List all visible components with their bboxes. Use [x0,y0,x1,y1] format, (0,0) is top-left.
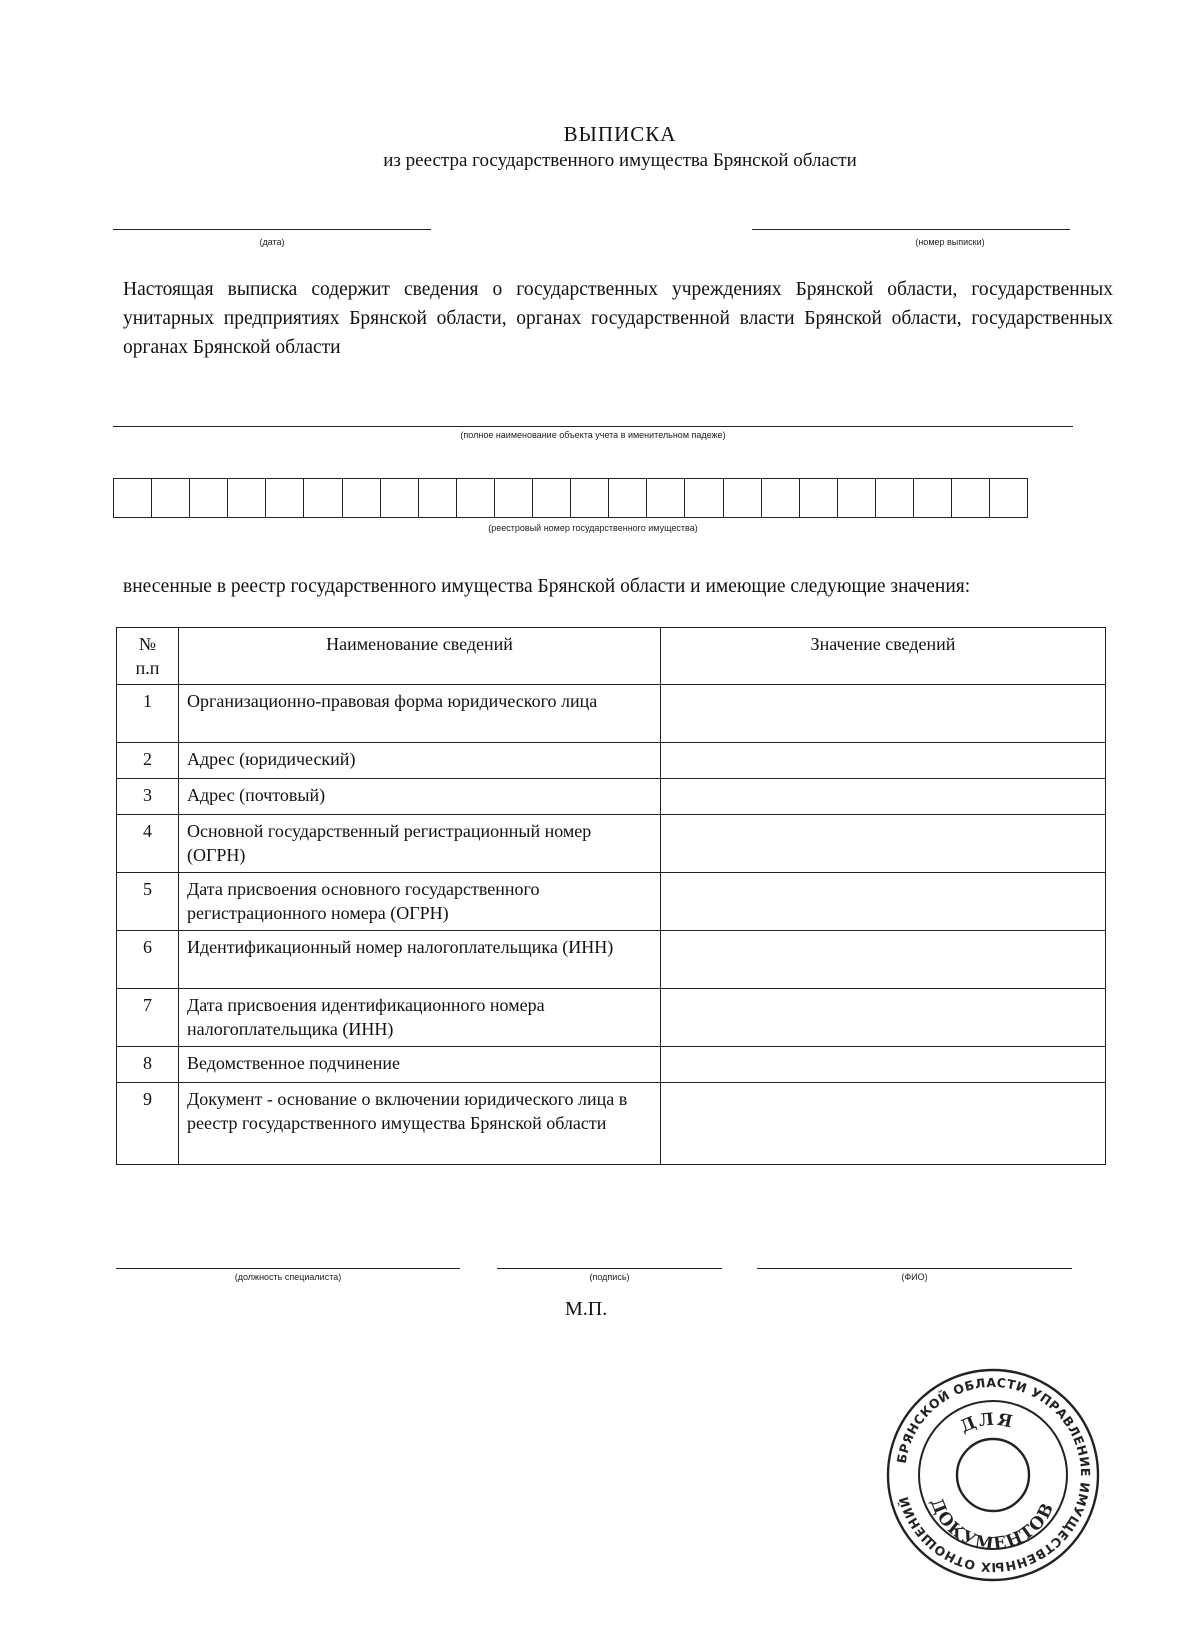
registry-cell [381,478,419,518]
object-name-caption: (полное наименование объекта учета в именительном падеже) [460,430,726,440]
lead-paragraph: внесенные в реестр государственного имущества Брянской области и имеющие следующие значения: [123,576,971,597]
row-num: 3 [117,779,179,815]
position-line [116,1268,460,1269]
registry-cell [800,478,838,518]
registry-cell [990,478,1028,518]
official-stamp [883,1365,1103,1585]
registry-cell [304,478,342,518]
number-caption: (номер выписки) [915,237,985,247]
row-value [661,931,1106,989]
row-value [661,779,1106,815]
row-name: Организационно-правовая форма юридического лица [179,685,661,743]
header-num: № п.п [117,628,179,685]
registry-cell [724,478,762,518]
table-row [117,779,1106,815]
registry-cell [914,478,952,518]
registry-cell [609,478,647,518]
table-row [117,873,1106,931]
row-name: Адрес (юридический) [179,743,661,779]
row-value [661,685,1106,743]
table-row [117,743,1106,779]
registry-cell [876,478,914,518]
row-name: Основной государственный регистрационный номер (ОГРН) [179,815,661,873]
svg-text:БРЯНСКОЙ ОБЛАСТИ УПРАВЛЕНИЕ ИМ: БРЯНСКОЙ ОБЛАСТИ УПРАВЛЕНИЕ ИМУЩЕСТВЕННЫХ ОТНОШЕНИЙ [893,1374,1094,1576]
row-value [661,743,1106,779]
registry-cell [343,478,381,518]
document-subtitle: из реестра государственного имущества Брянской области [383,150,857,171]
registry-cell [495,478,533,518]
row-value [661,873,1106,931]
registry-cell [419,478,457,518]
info-table [116,627,1106,1165]
row-value [661,1047,1106,1083]
registry-cell [190,478,228,518]
table-row [117,989,1106,1047]
date-line [113,229,431,230]
row-num: 4 [117,815,179,873]
fio-line [757,1268,1072,1269]
object-name-line [113,426,1073,427]
signature-caption: (подпись) [589,1272,630,1282]
signature-line [497,1268,722,1269]
registry-cell [152,478,190,518]
registry-cell [571,478,609,518]
fio-caption: (ФИО) [901,1272,928,1282]
row-num: 7 [117,989,179,1047]
row-name: Адрес (почтовый) [179,779,661,815]
row-num: 5 [117,873,179,931]
row-name: Документ - основание о включении юридического лица в реестр государственного имущества Брянской области [179,1083,661,1165]
registry-cell [457,478,495,518]
registry-cell [647,478,685,518]
table-row [117,1083,1106,1165]
row-value [661,989,1106,1047]
row-name: Идентификационный номер налогоплательщика (ИНН) [179,931,661,989]
svg-text:ДЛЯ: ДЛЯ [957,1409,1017,1438]
row-num: 9 [117,1083,179,1165]
row-num: 1 [117,685,179,743]
row-name: Дата присвоения идентификационного номера налогоплательщика (ИНН) [179,989,661,1047]
table-row [117,931,1106,989]
document-title: ВЫПИСКА [563,122,677,146]
registry-cell [114,478,152,518]
header-value: Значение сведений [661,628,1106,685]
registry-cell [838,478,876,518]
row-name: Ведомственное подчинение [179,1047,661,1083]
row-name: Дата присвоения основного государственного регистрационного номера (ОГРН) [179,873,661,931]
row-num: 8 [117,1047,179,1083]
table-header-row [117,628,1106,685]
row-value [661,815,1106,873]
registry-cell [762,478,800,518]
number-line [752,229,1070,230]
registry-cell [533,478,571,518]
registry-cell [266,478,304,518]
row-num: 2 [117,743,179,779]
intro-paragraph: Настоящая выписка содержит сведения о государственных учреждениях Брянской области, государственных унитарных предприятиях Брянской области, органах государственной власти Брянской области, государственных органах Брянской области [123,279,1113,358]
registry-cell [228,478,266,518]
position-caption: (должность специалиста) [234,1272,342,1282]
row-num: 6 [117,931,179,989]
table-row [117,1047,1106,1083]
registry-number-caption: (реестровый номер государственного имущества) [488,523,698,533]
registry-cell [685,478,723,518]
header-name: Наименование сведений [179,628,661,685]
table-row [117,685,1106,743]
registry-number-cells [113,478,1028,518]
row-value [661,1083,1106,1165]
stamp-mark: М.П. [565,1298,608,1320]
date-caption: (дата) [259,237,285,247]
svg-text:ДОКУМЕНТОВ: ДОКУМЕНТОВ [925,1495,1059,1555]
registry-cell [952,478,990,518]
table-row [117,815,1106,873]
